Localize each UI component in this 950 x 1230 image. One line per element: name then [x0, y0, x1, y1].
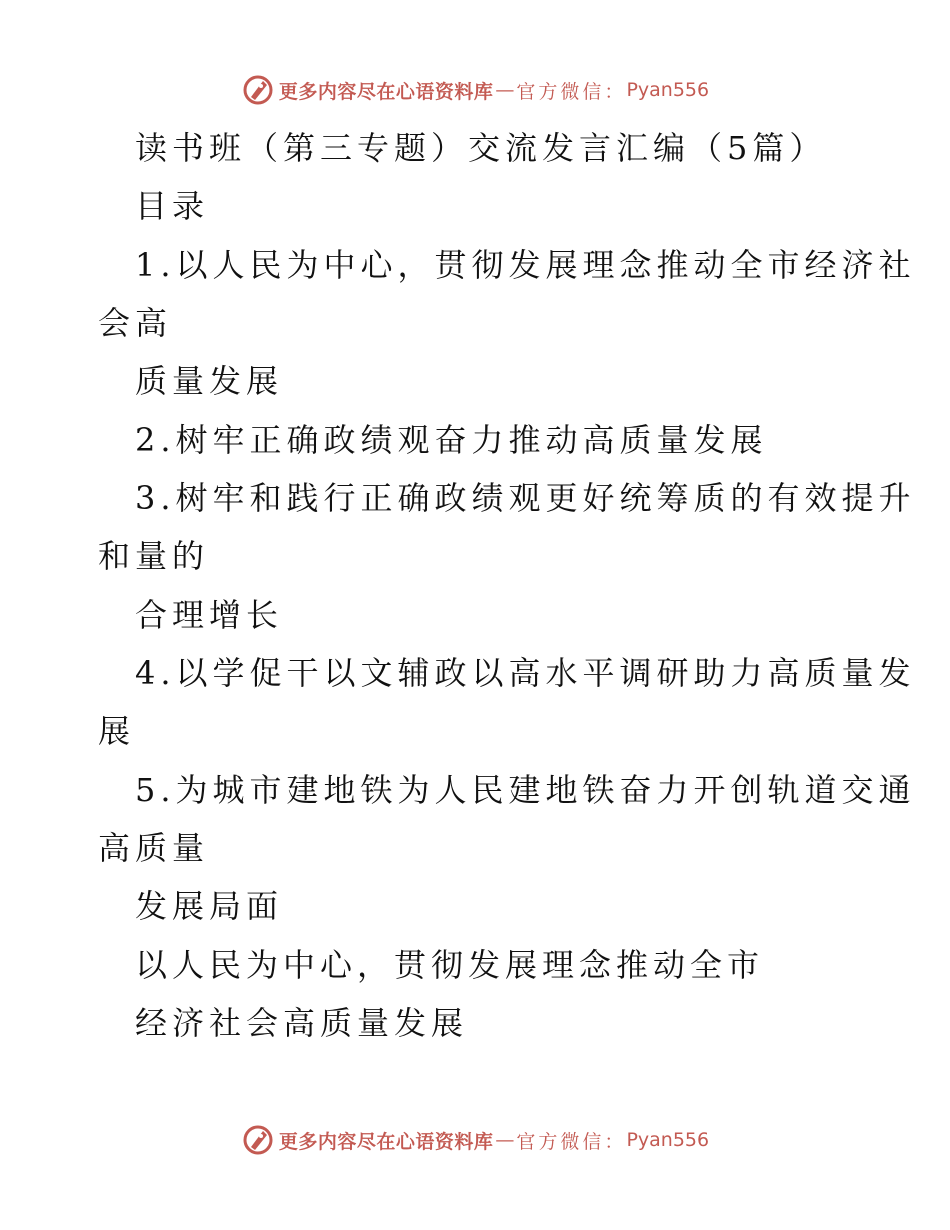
- toc-heading: 目录: [135, 187, 210, 225]
- toc-item-1-line2: 会高: [98, 304, 173, 342]
- watermark-header: [0, 70, 950, 110]
- watermark-site-text: 更多内容尽在心语资料库: [278, 1130, 494, 1153]
- toc-item-3-line3: 合理增长: [135, 596, 284, 634]
- toc-item-1-line1: 1.以人民为中心，贯彻发展理念推动全市经济社: [135, 246, 916, 284]
- toc-item-5-line1: 5.为城市建地铁为人民建地铁奋力开创轨道交通: [135, 771, 916, 809]
- pen-nib-logo-icon: [241, 73, 275, 107]
- watermark-wechat-label: 官方微信：: [516, 1130, 627, 1153]
- toc-item-1-line3: 质量发展: [135, 362, 284, 400]
- document-title: 读书班（第三专题）交流发言汇编（5篇）: [135, 129, 827, 167]
- watermark-separator: —: [495, 1129, 515, 1151]
- watermark-site-text: 更多内容尽在心语资料库: [278, 80, 494, 103]
- watermark-separator: —: [495, 79, 515, 101]
- toc-item-5-line3: 发展局面: [135, 887, 284, 925]
- toc-item-5-line2: 高质量: [98, 829, 210, 867]
- toc-item-3-line2: 和量的: [98, 537, 210, 575]
- toc-item-2-line1: 2.树牢正确政绩观奋力推动高质量发展: [135, 421, 768, 459]
- watermark-wechat-id: Pyan556: [626, 79, 710, 101]
- pen-nib-logo-icon: [241, 1123, 275, 1157]
- toc-item-4-line1: 4.以学促干以文辅政以高水平调研助力高质量发: [135, 654, 916, 692]
- section-title-line1: 以人民为中心，贯彻发展理念推动全市: [135, 946, 765, 984]
- watermark-footer: [0, 1120, 950, 1160]
- toc-item-4-line2: 展: [98, 712, 136, 750]
- section-title-line2: 经济社会高质量发展: [135, 1004, 469, 1042]
- watermark-wechat-id: Pyan556: [626, 1129, 710, 1151]
- toc-item-3-line1: 3.树牢和践行正确政绩观更好统筹质的有效提升: [135, 479, 916, 517]
- watermark-wechat-label: 官方微信：: [516, 80, 627, 103]
